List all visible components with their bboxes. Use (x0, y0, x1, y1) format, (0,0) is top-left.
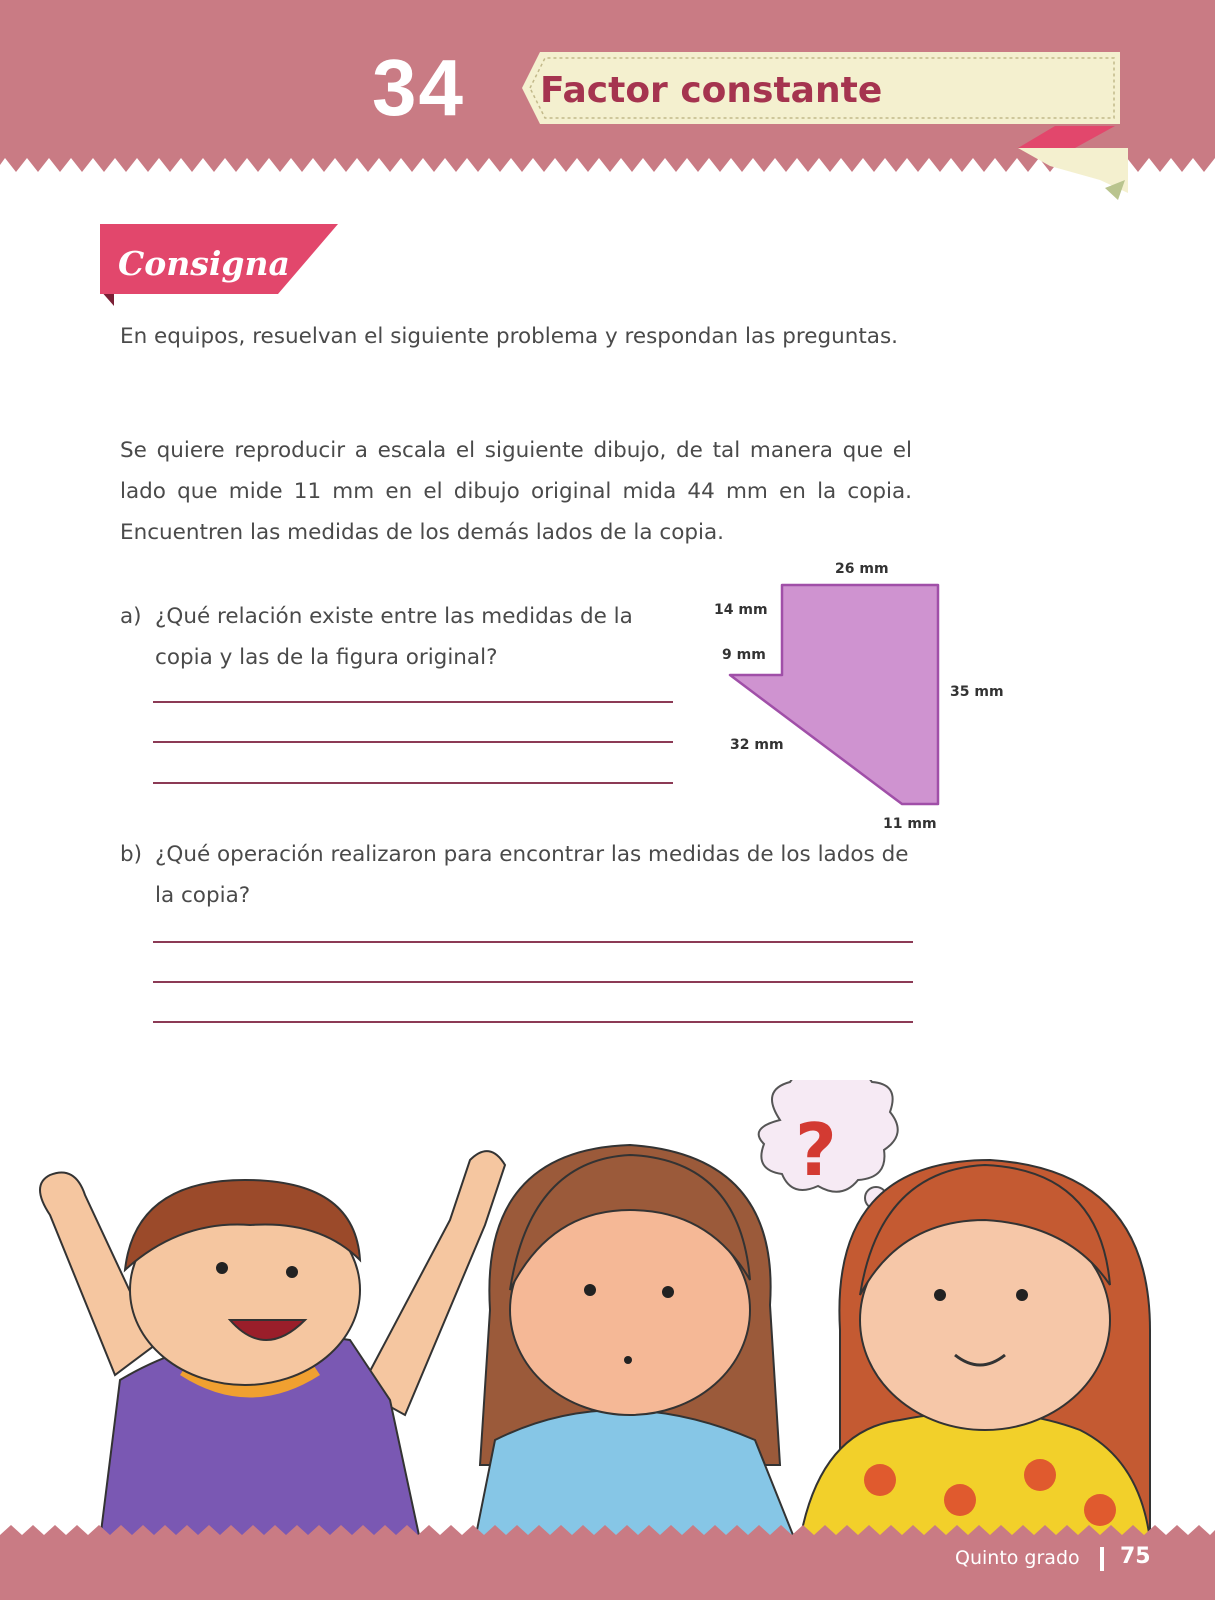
footer-separator (1100, 1547, 1104, 1571)
answer-line-a1[interactable] (153, 701, 673, 703)
answer-line-b1[interactable] (153, 941, 913, 943)
measure-top: 26 mm (835, 561, 889, 577)
children-illustration (0, 1080, 1215, 1540)
boy-character (40, 1151, 505, 1540)
girl-right-eye-right (1016, 1289, 1028, 1301)
boy-eye-left (216, 1262, 228, 1274)
measure-step: 9 mm (722, 647, 766, 663)
girl-middle-mouth (624, 1356, 632, 1364)
question-a-text: ¿Qué relación existe entre las medidas de la copia y las de la figura original? (155, 604, 633, 670)
consigna-label: Consigna (118, 244, 290, 283)
boy-eye-right (286, 1266, 298, 1278)
figure-shape (700, 555, 1020, 845)
girl-right-eye-left (934, 1289, 946, 1301)
measure-right: 35 mm (950, 684, 1004, 700)
shirt-flower-1 (864, 1464, 896, 1496)
boy-right-arm (360, 1151, 505, 1415)
lesson-title: Factor constante (540, 70, 883, 111)
shirt-flower-4 (1084, 1494, 1116, 1526)
question-a-label: a) (120, 604, 142, 629)
instruction-paragraph: En equipos, resuelvan el siguiente problema y respondan las preguntas. (120, 324, 898, 349)
measure-bottom: 11 mm (883, 816, 937, 832)
girl-right-character (800, 1160, 1150, 1540)
lesson-number: 34 (372, 43, 465, 132)
answer-line-a2[interactable] (153, 741, 673, 743)
problem-paragraph: Se quiere reproducir a escala el siguiente dibujo, de tal manera que el lado que mide 11 mm en el dibujo original mida 44 mm en la copia. Encuentren las medidas de los demás lados de la copia. (120, 438, 912, 545)
shirt-flower-3 (1024, 1459, 1056, 1491)
question-b-text: ¿Qué operación realizaron para encontrar las medidas de los lados de la copia? (155, 842, 909, 908)
question-mark-icon: ? (795, 1108, 837, 1192)
ribbon-fold-pink (1018, 126, 1115, 148)
answer-line-a3[interactable] (153, 782, 673, 784)
page-number: 75 (1120, 1544, 1151, 1569)
footer-grade: Quinto grado (955, 1547, 1080, 1569)
girl-middle-character (475, 1145, 795, 1540)
scale-figure (700, 555, 1020, 845)
girl-middle-eye-left (584, 1284, 596, 1296)
question-b-label: b) (120, 842, 143, 867)
shirt-flower-2 (944, 1484, 976, 1516)
answer-line-b2[interactable] (153, 981, 913, 983)
answer-line-b3[interactable] (153, 1021, 913, 1023)
measure-left-upper: 14 mm (714, 602, 768, 618)
girl-middle-eye-right (662, 1286, 674, 1298)
measure-diagonal: 32 mm (730, 737, 784, 753)
